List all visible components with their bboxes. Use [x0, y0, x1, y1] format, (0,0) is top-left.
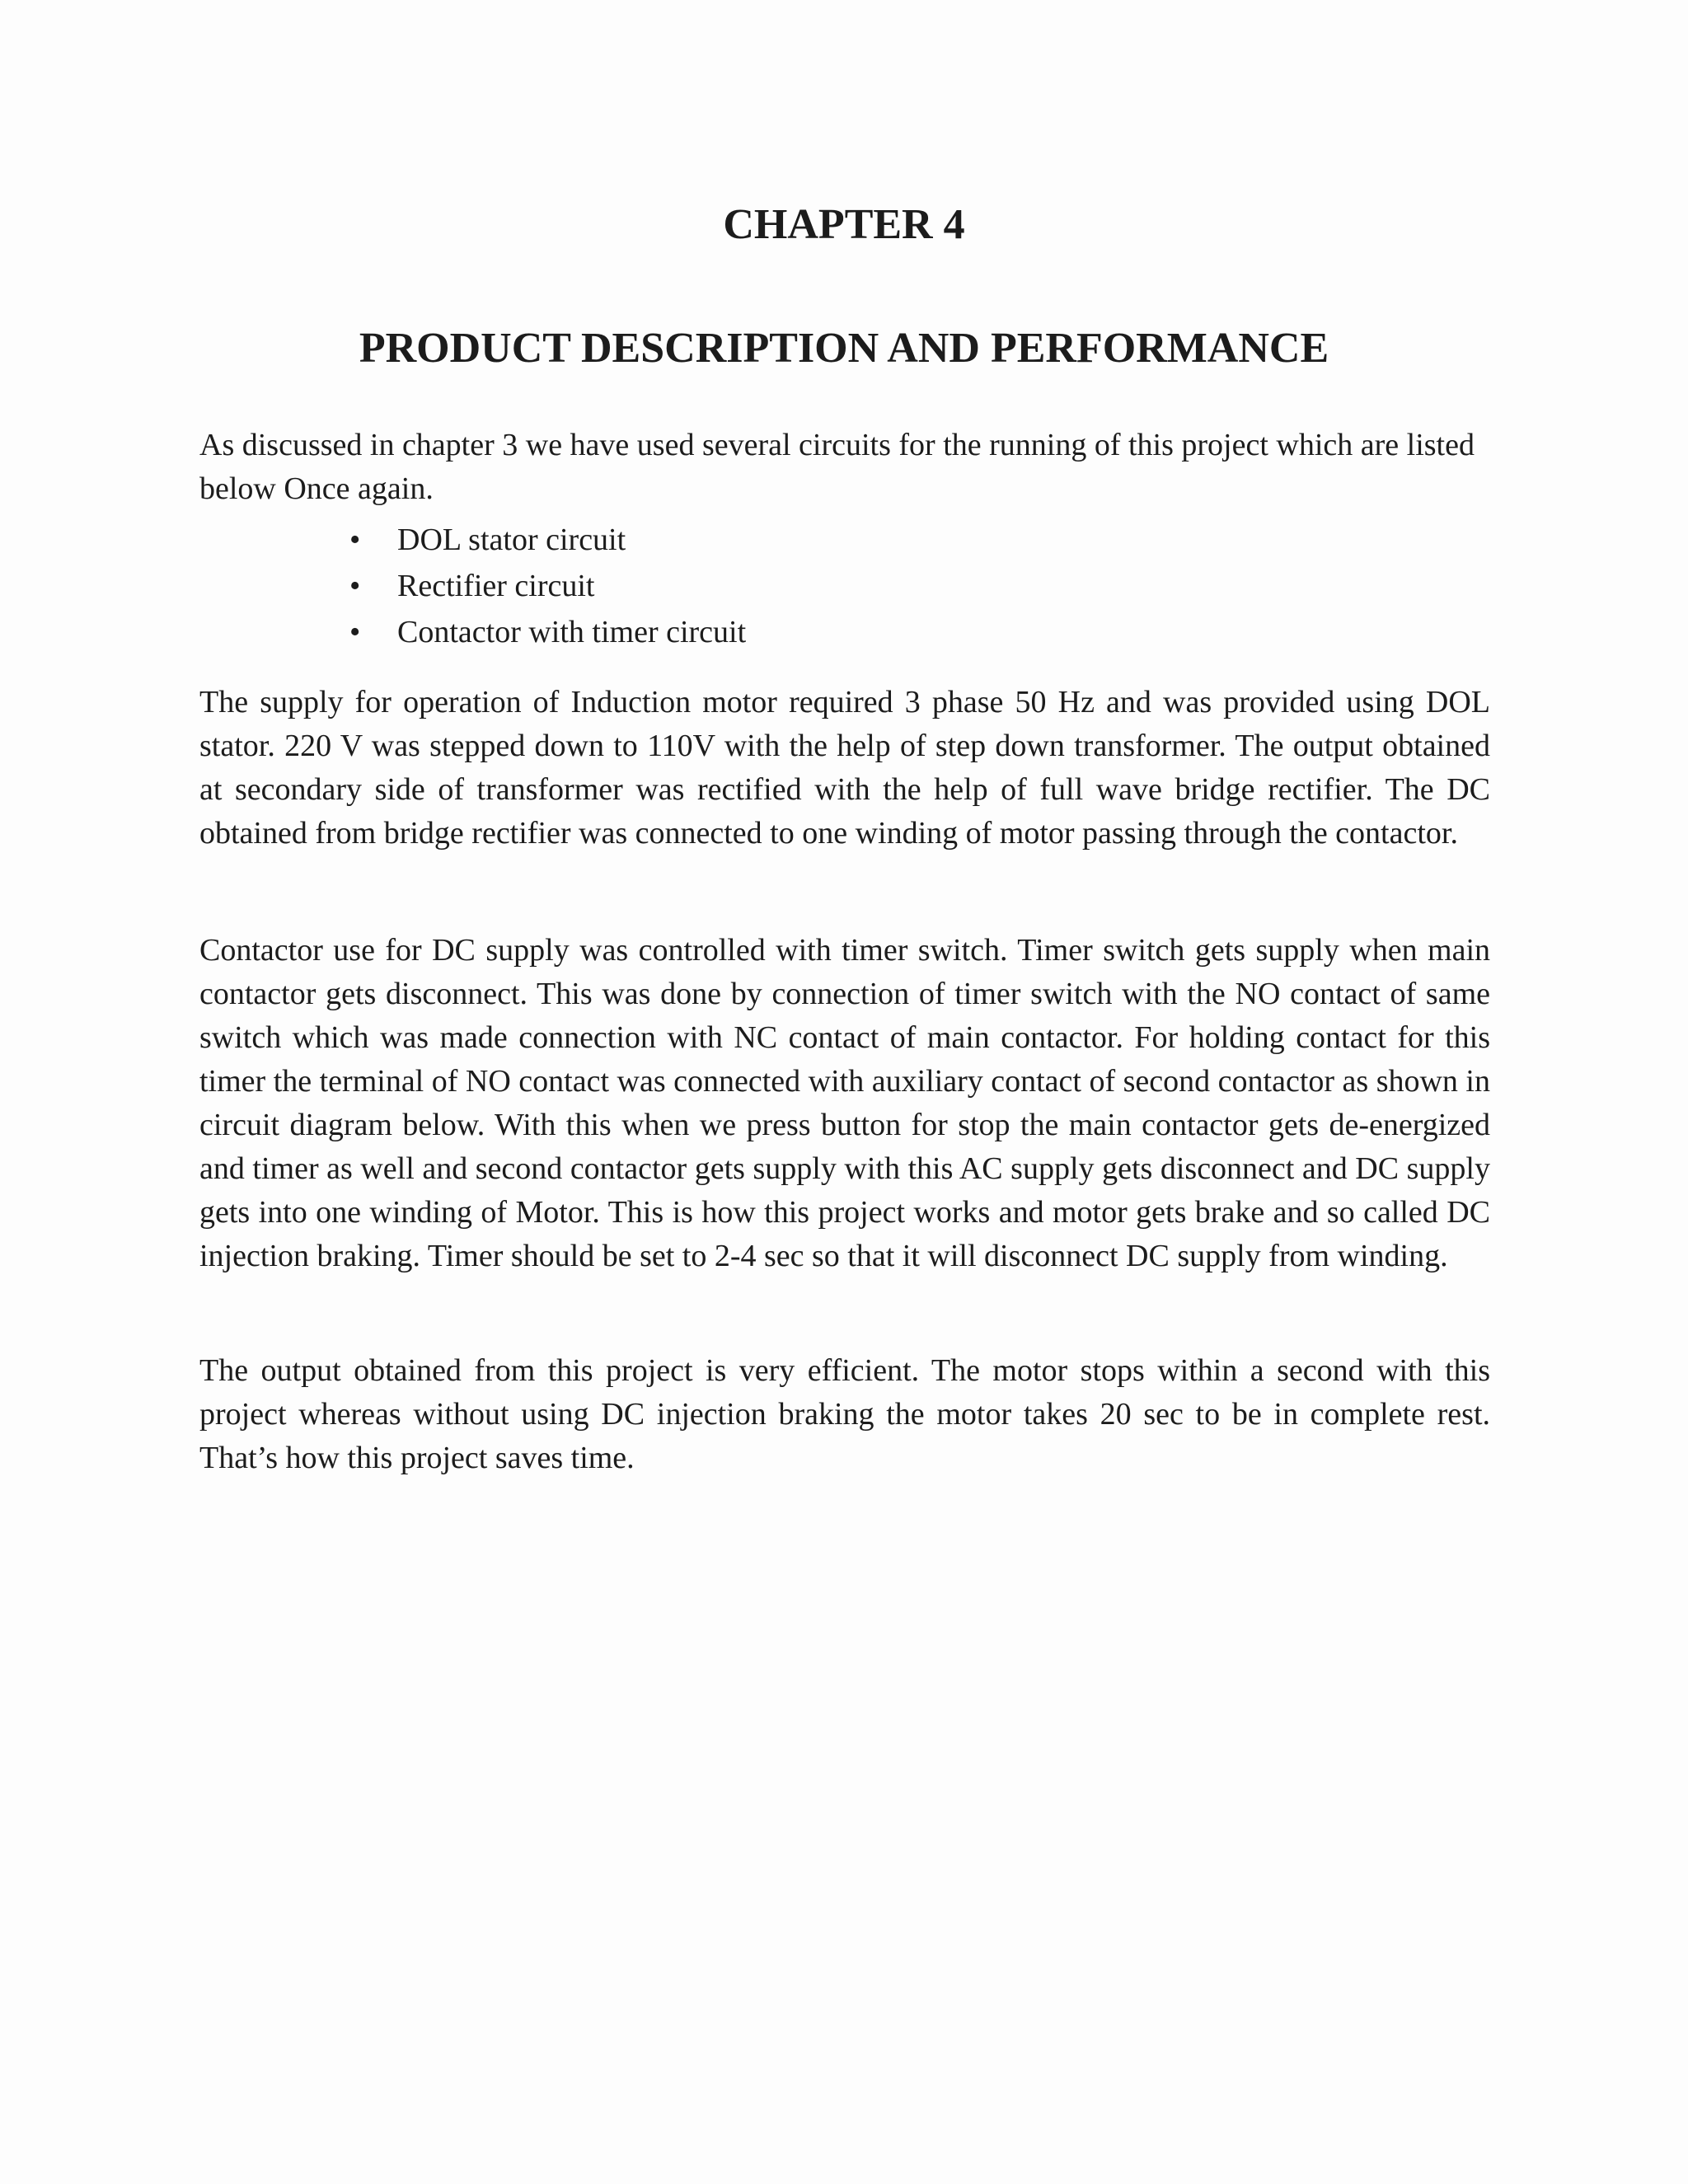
- contactor-paragraph: Contactor use for DC supply was controlled with timer switch. Timer switch gets supply when main contactor gets disconnect. This was done by connection of timer switch with the NO contact of same switch which was made connection with NC contact of main contactor. For holding contact for this timer the terminal of NO contact was connected with auxiliary contact of second contactor as shown in circuit diagram below. With this when we press button for stop the main contactor gets de-energized and timer as well and second contactor gets supply with this AC supply gets disconnect and DC supply gets into one winding of Motor. This is how this project works and motor gets brake and so called DC injection braking. Timer should be set to 2-4 sec so that it will disconnect DC supply from winding.: [199, 933, 1490, 1273]
- circuit-list: [349, 517, 746, 655]
- list-item: [349, 563, 746, 609]
- list-item-text: Rectifier circuit: [397, 569, 595, 603]
- bullet-icon: •: [349, 569, 361, 603]
- list-item: [349, 517, 746, 563]
- supply-paragraph: The supply for operation of Induction motor required 3 phase 50 Hz and was provided using DOL stator. 220 V was stepped down to 110V with the help of step down transformer. The output obtained at secondary side of transformer was rectified with the help of full wave bridge rectifier. The DC obtained from bridge rectifier was connected to one winding of motor passing through the contactor.: [199, 685, 1490, 851]
- chapter-number: CHAPTER 4: [723, 201, 965, 248]
- chapter-title: PRODUCT DESCRIPTION AND PERFORMANCE: [359, 325, 1329, 372]
- intro-paragraph: As discussed in chapter 3 we have used several circuits for the running of this project which are listed below Once again.: [199, 428, 1475, 506]
- output-paragraph: The output obtained from this project is very efficient. The motor stops within a second with this project whereas without using DC injection braking the motor takes 20 sec to be in complete rest. That’s how this project saves time.: [199, 1353, 1490, 1475]
- list-item-text: Contactor with timer circuit: [397, 615, 747, 649]
- bullet-icon: •: [349, 523, 361, 557]
- list-item: [349, 609, 746, 655]
- list-item-text: DOL stator circuit: [397, 523, 626, 557]
- bullet-icon: •: [349, 615, 361, 649]
